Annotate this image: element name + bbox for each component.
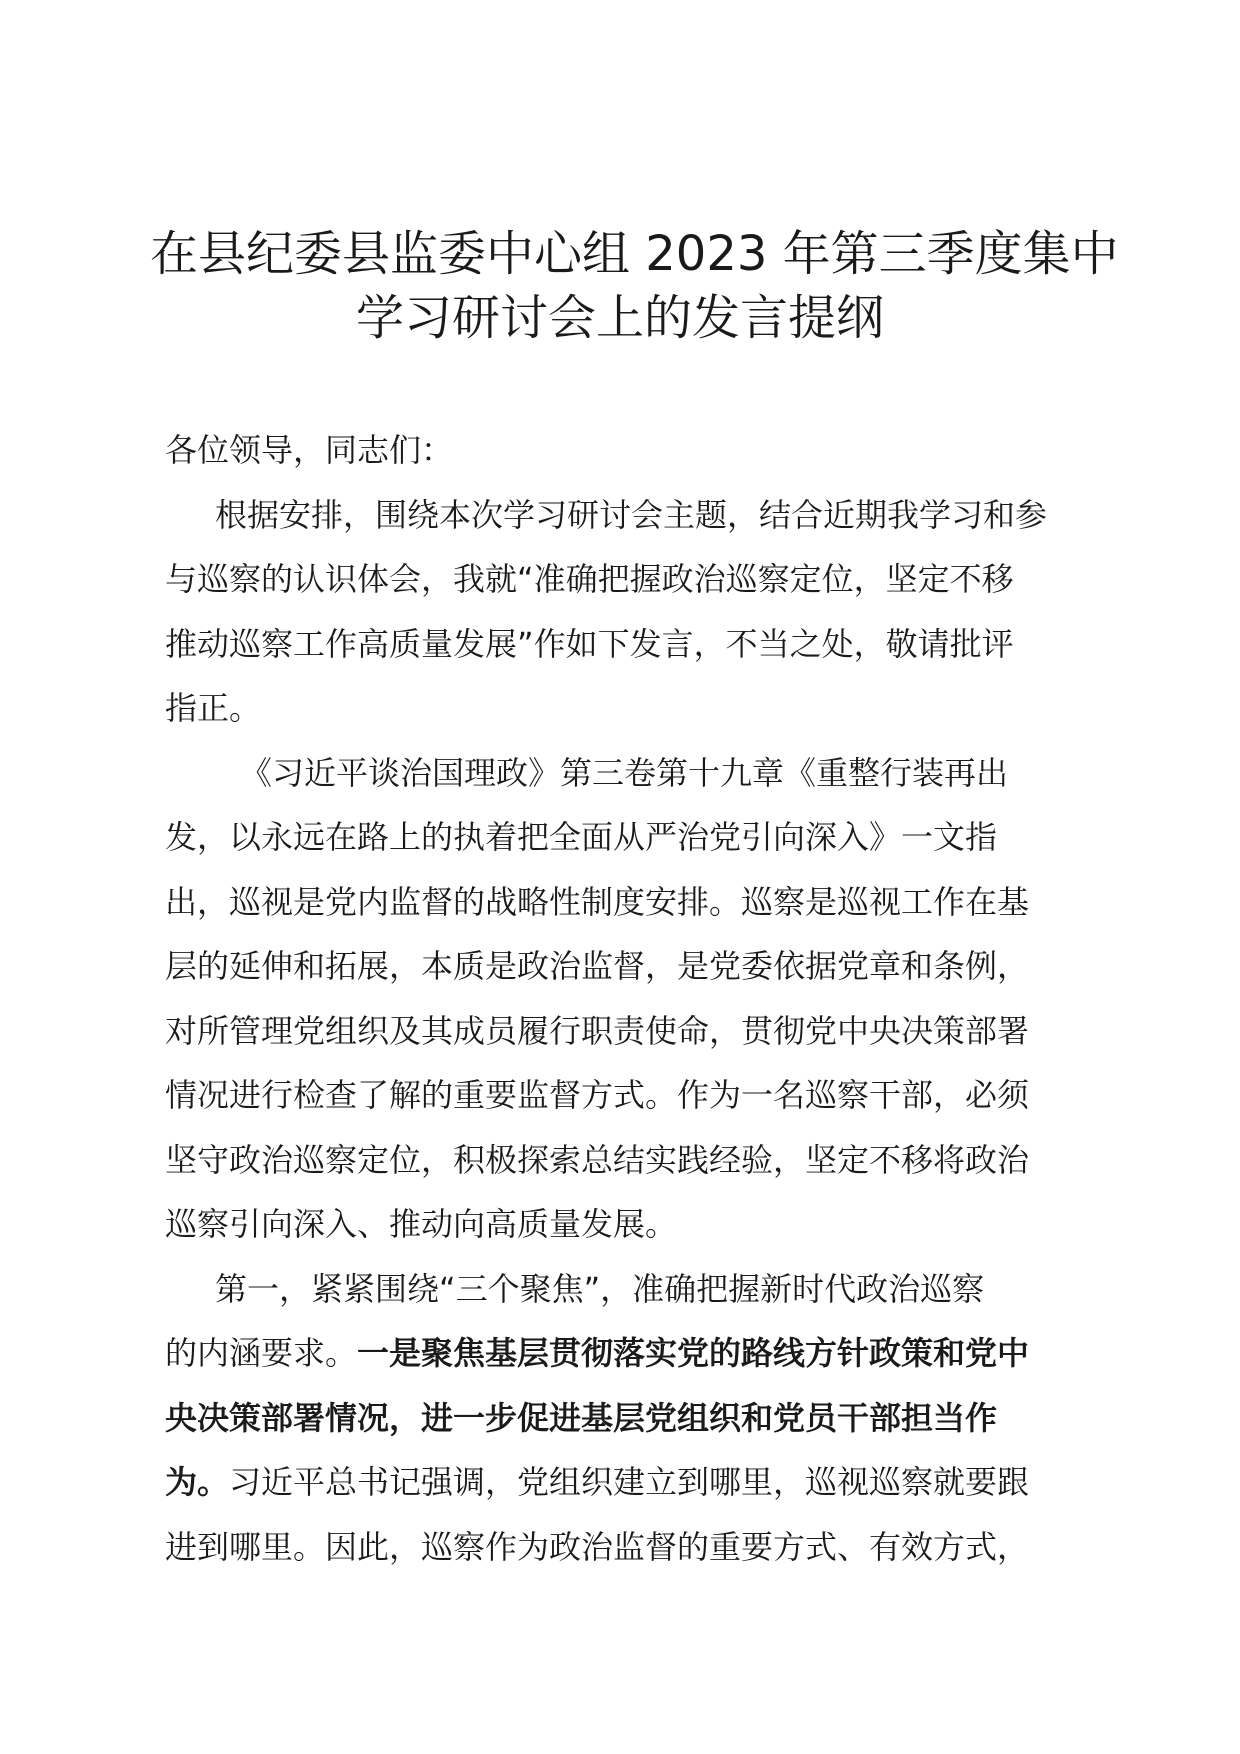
para2-line-7: 坚守政治巡察定位，积极探索总结实践经验，坚定不移将政治 (165, 1140, 1030, 1179)
para3-line-4-normal: 习近平总书记强调，党组织建立到哪里，巡视巡察就要跟 (229, 1463, 1030, 1501)
para3-line-2 (165, 1321, 1093, 1386)
para3-line-1: 第一，紧紧围绕“三个聚焦”，准确把握新时代政治巡察 (215, 1269, 985, 1308)
para3-line-2-normal: 的内涵要求。 (165, 1334, 358, 1372)
para3-line-3: 央决策部署情况，进一步促进基层党组织和党员干部担当作 (165, 1398, 998, 1437)
para2-line-8: 巡察引向深入、推动向高质量发展。 (165, 1205, 678, 1243)
para3-line-4 (165, 1450, 1093, 1515)
para2-line-1: 《习近平谈治国理政》第三卷第十九章《重整行装再出 (240, 753, 1009, 792)
document-title (150, 222, 1119, 350)
para2-line-3: 出，巡视是党内监督的战略性制度安排。巡察是巡视工作在基 (165, 882, 1030, 921)
title-line-2: 学习研讨会上的发言提纲 (355, 290, 884, 346)
para2-line-4: 层的延伸和拓展，本质是政治监督，是党委依据党章和条例， (165, 947, 1030, 985)
document-body (165, 418, 1093, 1579)
para2-line-6: 情况进行检查了解的重要监督方式。作为一名巡察干部，必须 (165, 1076, 1030, 1114)
para3-line-2-bold: 一是聚焦基层贯彻落实党的路线方针政策和党中 (357, 1334, 1030, 1372)
para2-line-2: 发，以永远在路上的执着把全面从严治党引向深入》一文指 (165, 818, 998, 856)
para2-line-5: 对所管理党组织及其成员履行职责使命，贯彻党中央决策部署 (165, 1011, 1030, 1050)
para1-line-4: 指正。 (165, 689, 262, 727)
salutation: 各位领导，同志们： (165, 431, 454, 469)
para1-line-2: 与巡察的认识体会，我就“准确把握政治巡察定位，坚定不移 (165, 560, 1014, 598)
para3-line-5: 进到哪里。因此，巡察作为政治监督的重要方式、有效方式， (165, 1527, 1030, 1566)
para3-line-4-bold: 为。 (165, 1463, 230, 1501)
para1-line-1: 根据安排，围绕本次学习研讨会主题，结合近期我学习和参 (215, 495, 1048, 534)
para1-line-3: 推动巡察工作高质量发展”作如下发言，不当之处，敬请批评 (165, 624, 1014, 663)
title-line-1: 在县纪委县监委中心组 2023 年第三季度集中 (150, 226, 1119, 282)
